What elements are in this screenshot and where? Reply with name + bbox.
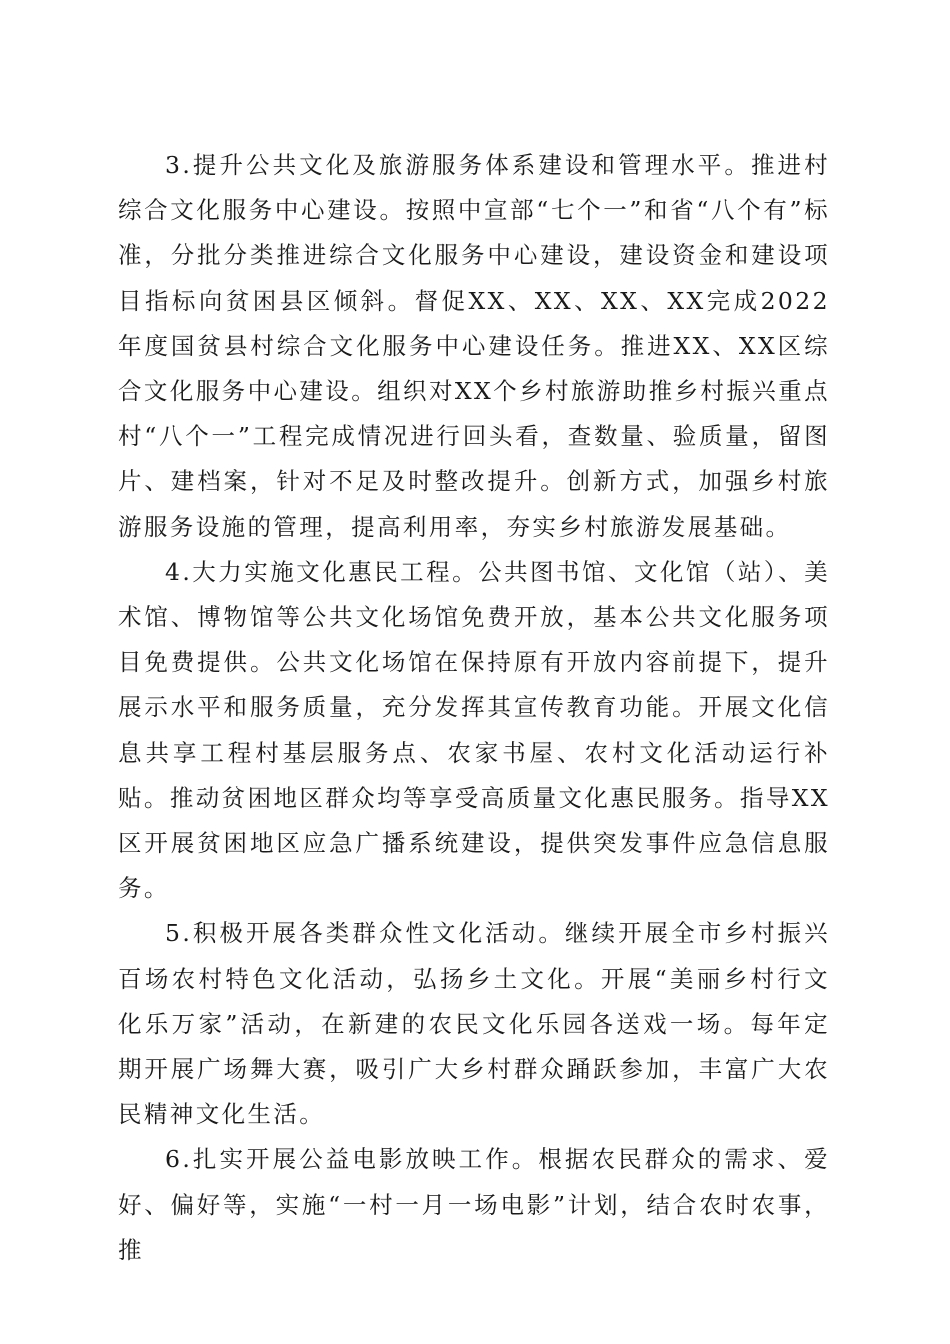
paragraph-4-cultural-benefit-project: 4.大力实施文化惠民工程。公共图书馆、文化馆（站）、美术馆、博物馆等公共文化场馆免费开放，基本公共文化服务项目免费提供。公共文化场馆在保持原有开放内容前提下，提升展示水平和服务质量，充分发挥其宣传教育功能。开展文化信息共享工程村基层服务点、农家书屋、农村文化活动运行补贴。推动贫困地区群众均等享受高质量文化惠民服务。指导XX区开展贫困地区应急广播系统建设，提供突发事件应急信息服务。 <box>118 557 830 903</box>
paragraph-3-public-culture-tourism: 3.提升公共文化及旅游服务体系建设和管理水平。推进村综合文化服务中心建设。按照中宣部“七个一”和省“八个有”标准，分批分类推进综合文化服务中心建设，建设资金和建设项目指标向贫困县区倾斜。督促XX、XX、XX、XX完成2022年度国贫县村综合文化服务中心建设任务。推进XX、XX区综合文化服务中心建设。组织对XX个乡村旅游助推乡村振兴重点村“八个一”工程完成情况进行回头看，查数量、验质量，留图片、建档案，针对不足及时整改提升。创新方式，加强乡村旅游服务设施的管理，提高利用率，夯实乡村旅游发展基础。 <box>118 151 830 541</box>
document-body <box>118 143 830 1273</box>
paragraph-5-mass-cultural-activities: 5.积极开展各类群众性文化活动。继续开展全市乡村振兴百场农村特色文化活动，弘扬乡土文化。开展“美丽乡村行文化乐万家”活动，在新建的农民文化乐园各送戏一场。每年定期开展广场舞大赛，吸引广大乡村群众踊跃参加，丰富广大农民精神文化生活。 <box>118 919 830 1129</box>
paragraph-6-public-film-screening: 6.扎实开展公益电影放映工作。根据农民群众的需求、爱好、偏好等，实施“一村一月一场电影”计划，结合农时农事，推 <box>118 1145 830 1264</box>
